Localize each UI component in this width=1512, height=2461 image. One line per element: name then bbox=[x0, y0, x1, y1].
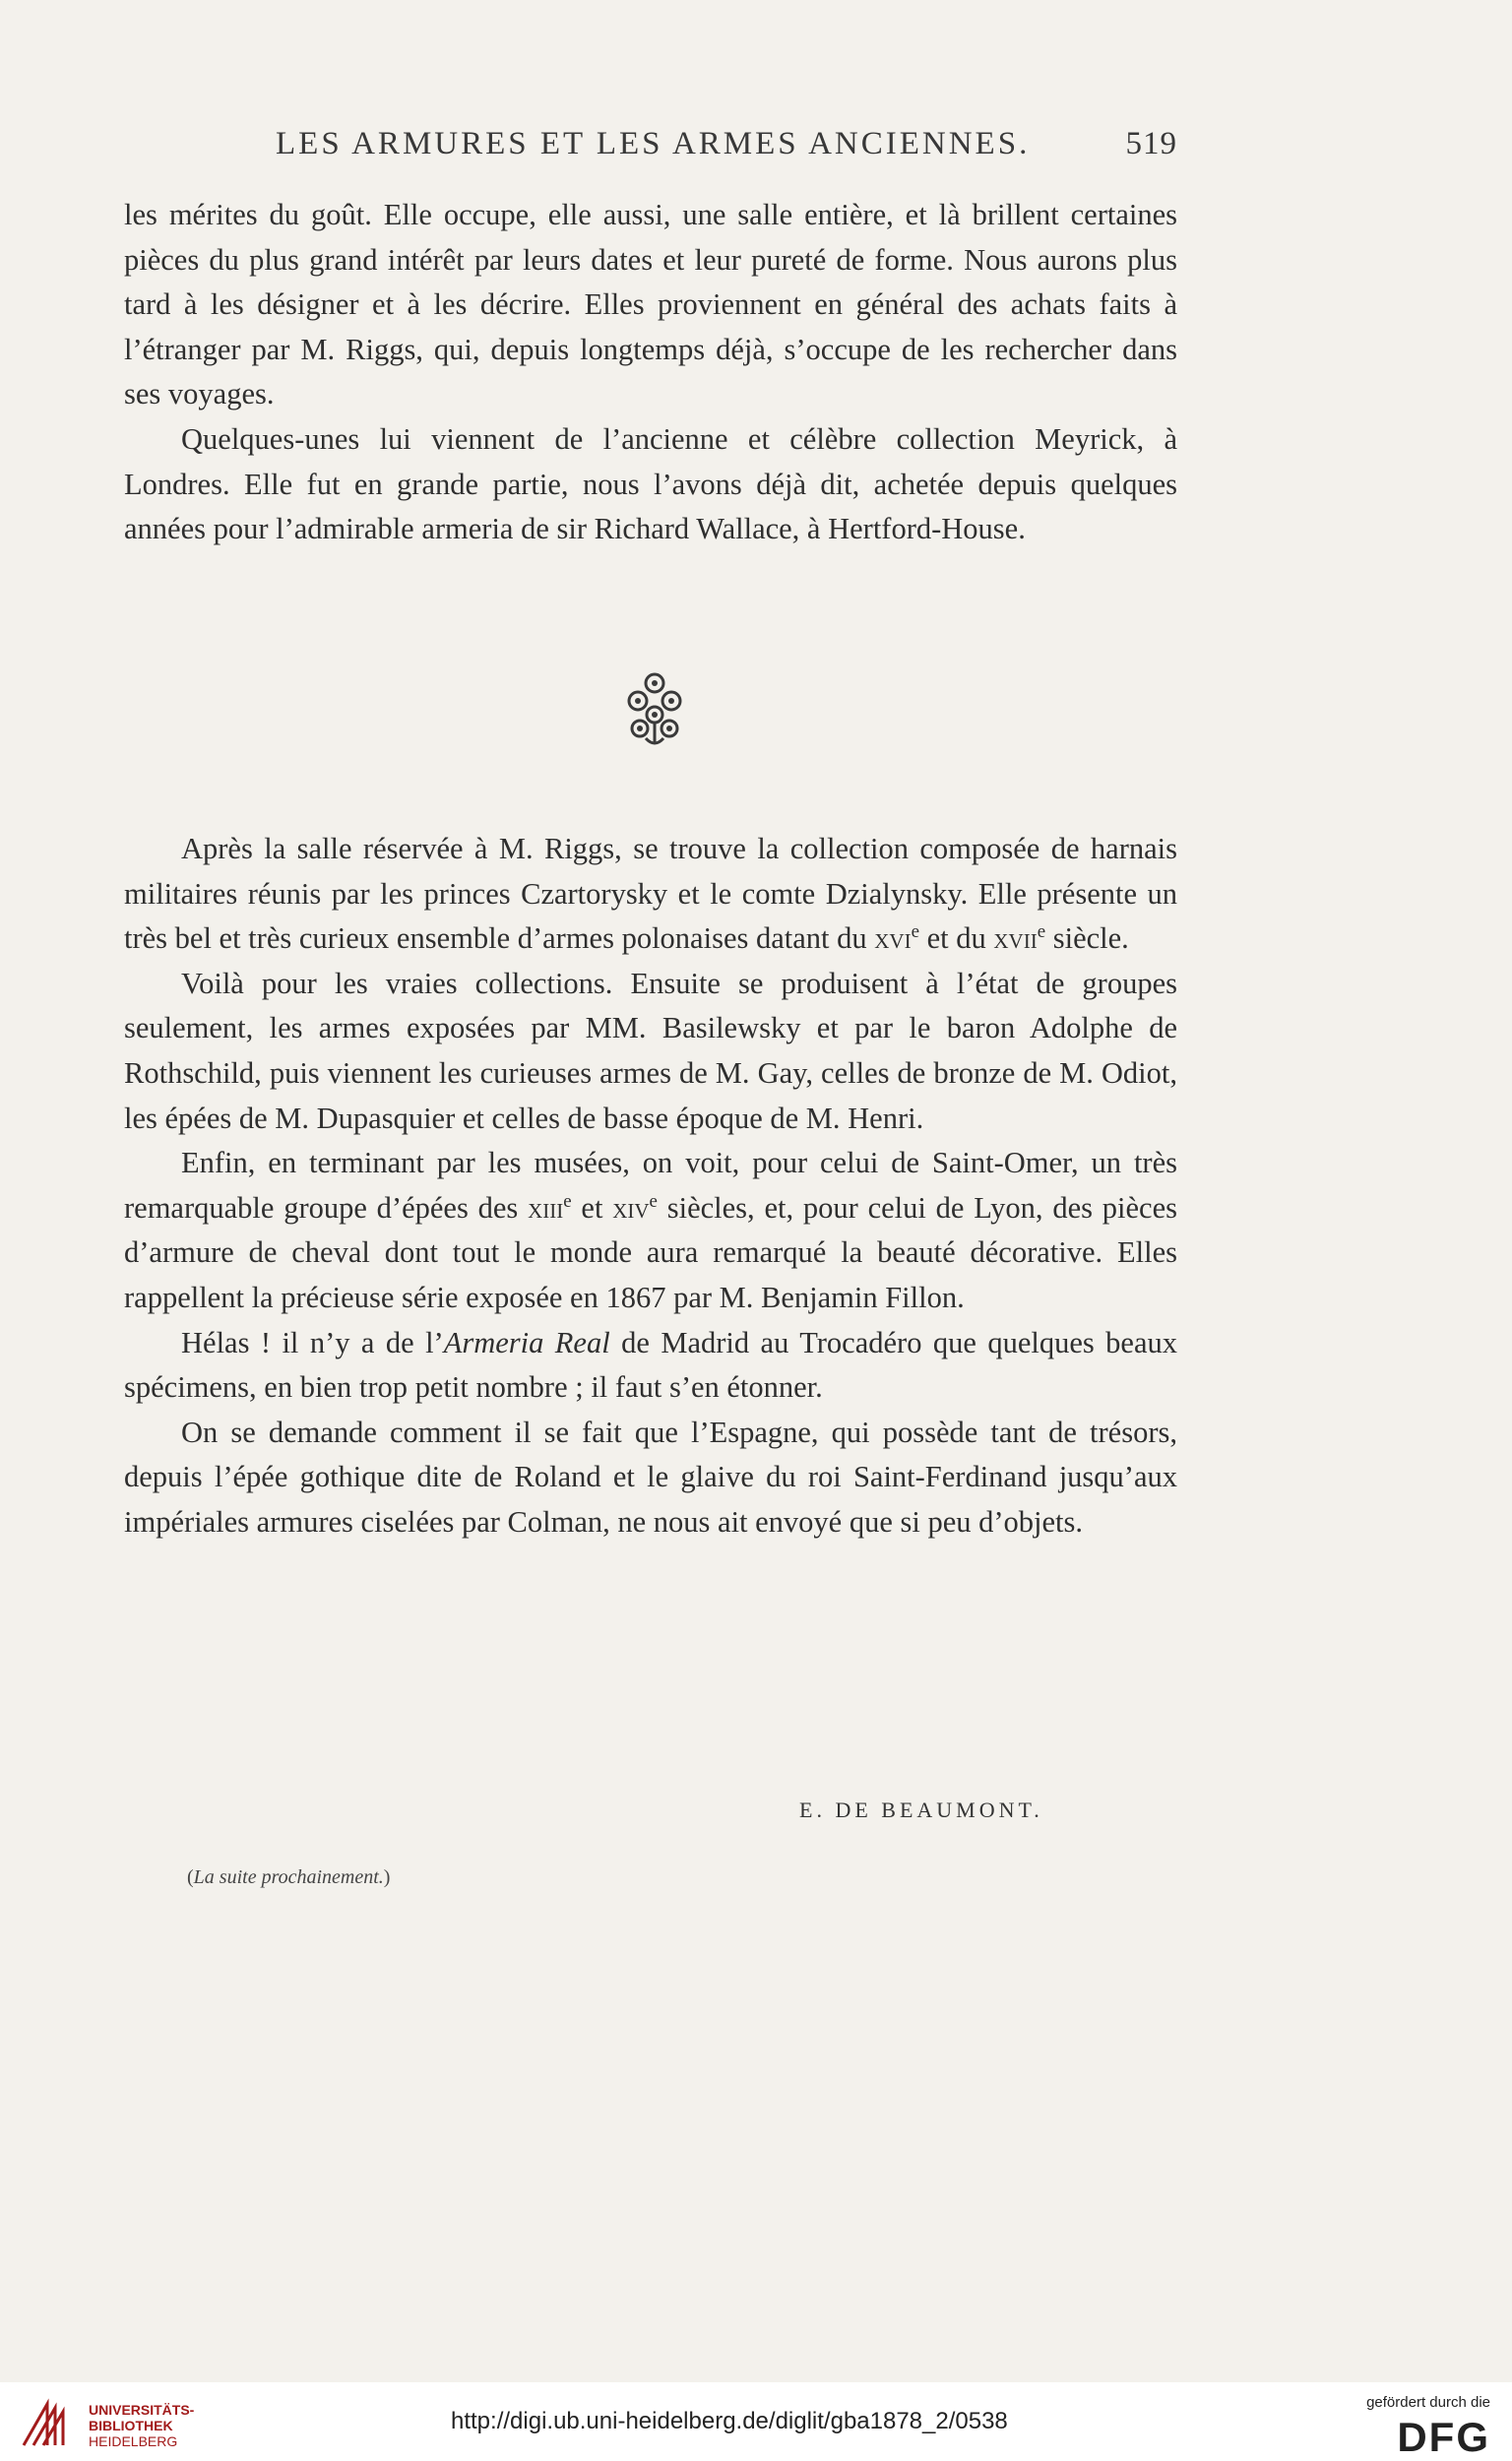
permalink-url[interactable]: http://digi.ub.uni-heidelberg.de/diglit/gba1878_2/0538 bbox=[451, 2408, 1008, 2434]
footer-bar bbox=[0, 2382, 1512, 2458]
paragraph: les mérites du goût. Elle occupe, elle aussi, une salle entière, et là brillent certaines pièces du plus grand intérêt par leurs dates et leur pureté de forme. Nous aurons plus tard à les désigner et à les décrire. Elles proviennent en général des achats faits à l’étranger par M. Riggs, qui, depuis longtemps déjà, s’occupe de les rechercher dans ses voyages. bbox=[124, 198, 1177, 411]
paragraph-czartorysky: Après la salle réservée à M. Riggs, se trouve la collection composée de harnais militaires réunis par les princes Czartorysky et le comte Dzialynsky. Elle présente un très bel et très curieux ensemble d’armes polonaises datant du xvi$^e$ et du xvii$^e$ siècle. bbox=[124, 832, 1177, 956]
dfg-logo: DFG bbox=[1397, 2414, 1490, 2460]
paragraph: Quelques-unes lui viennent de l’ancienne et célèbre collection Meyrick, à Londres. Elle fut en grande partie, nous l’avons déjà dit, achetée depuis quelques années pour l’admirable armeria de sir Richard Wallace, à Hertford-House. bbox=[124, 421, 1177, 546]
author-signature: E. DE BEAUMONT. bbox=[799, 1798, 1043, 1822]
paragraph-musees: Enfin, en terminant par les musées, on voit, pour celui de Saint-Omer, un très remarquable groupe d’épées des xiii$^e$ et xiv$^e$ siècles, et, pour celui de Lyon, des pièces d’armure de cheval dont tout le monde aura remarqué la beauté décorative. Elles rappellent la précieuse série exposée en 1867 par M. Benjamin Fillon. bbox=[124, 1146, 1177, 1314]
page-number: 519 bbox=[1125, 126, 1177, 161]
fleuron-ornament-icon bbox=[620, 669, 689, 748]
paragraph: On se demande comment il se fait que l’Espagne, qui possède tant de trésors, depuis l’épée gothique dite de Roland et le glaive du roi Saint-Ferdinand jusqu’aux impériales armures ciselées par Colman, ne nous ait envoyé que si peu d’objets. bbox=[124, 1415, 1177, 1539]
dfg-funding-note: gefördert durch die bbox=[1366, 2394, 1490, 2411]
continuation-note: (La suite prochainement.) bbox=[187, 1866, 391, 1888]
running-title: LES ARMURES ET LES ARMES ANCIENNES. bbox=[276, 126, 1031, 161]
running-header bbox=[124, 126, 1177, 165]
library-name: UNIVERSITÄTS- BIBLIOTHEK HEIDELBERG bbox=[89, 2402, 195, 2449]
library-logo-icon bbox=[18, 2396, 81, 2451]
paragraph: Voilà pour les vraies collections. Ensuite se produisent à l’état de groupes seulement, les armes exposées par MM. Basilewsky et par le baron Adolphe de Rothschild, puis viennent les curieuses armes de M. Gay, celles de bronze de M. Odiot, les épées de M. Dupasquier et celles de basse époque de M. Henri. bbox=[124, 966, 1177, 1135]
paragraph-armeria: Hélas ! il n’y a de l’Armeria Real de Madrid au Trocadéro que quelques beaux spécimens, en bien trop petit nombre ; il faut s’en étonner. bbox=[124, 1325, 1177, 1405]
text-block-top bbox=[124, 193, 1177, 552]
text-block-main bbox=[124, 827, 1177, 1546]
